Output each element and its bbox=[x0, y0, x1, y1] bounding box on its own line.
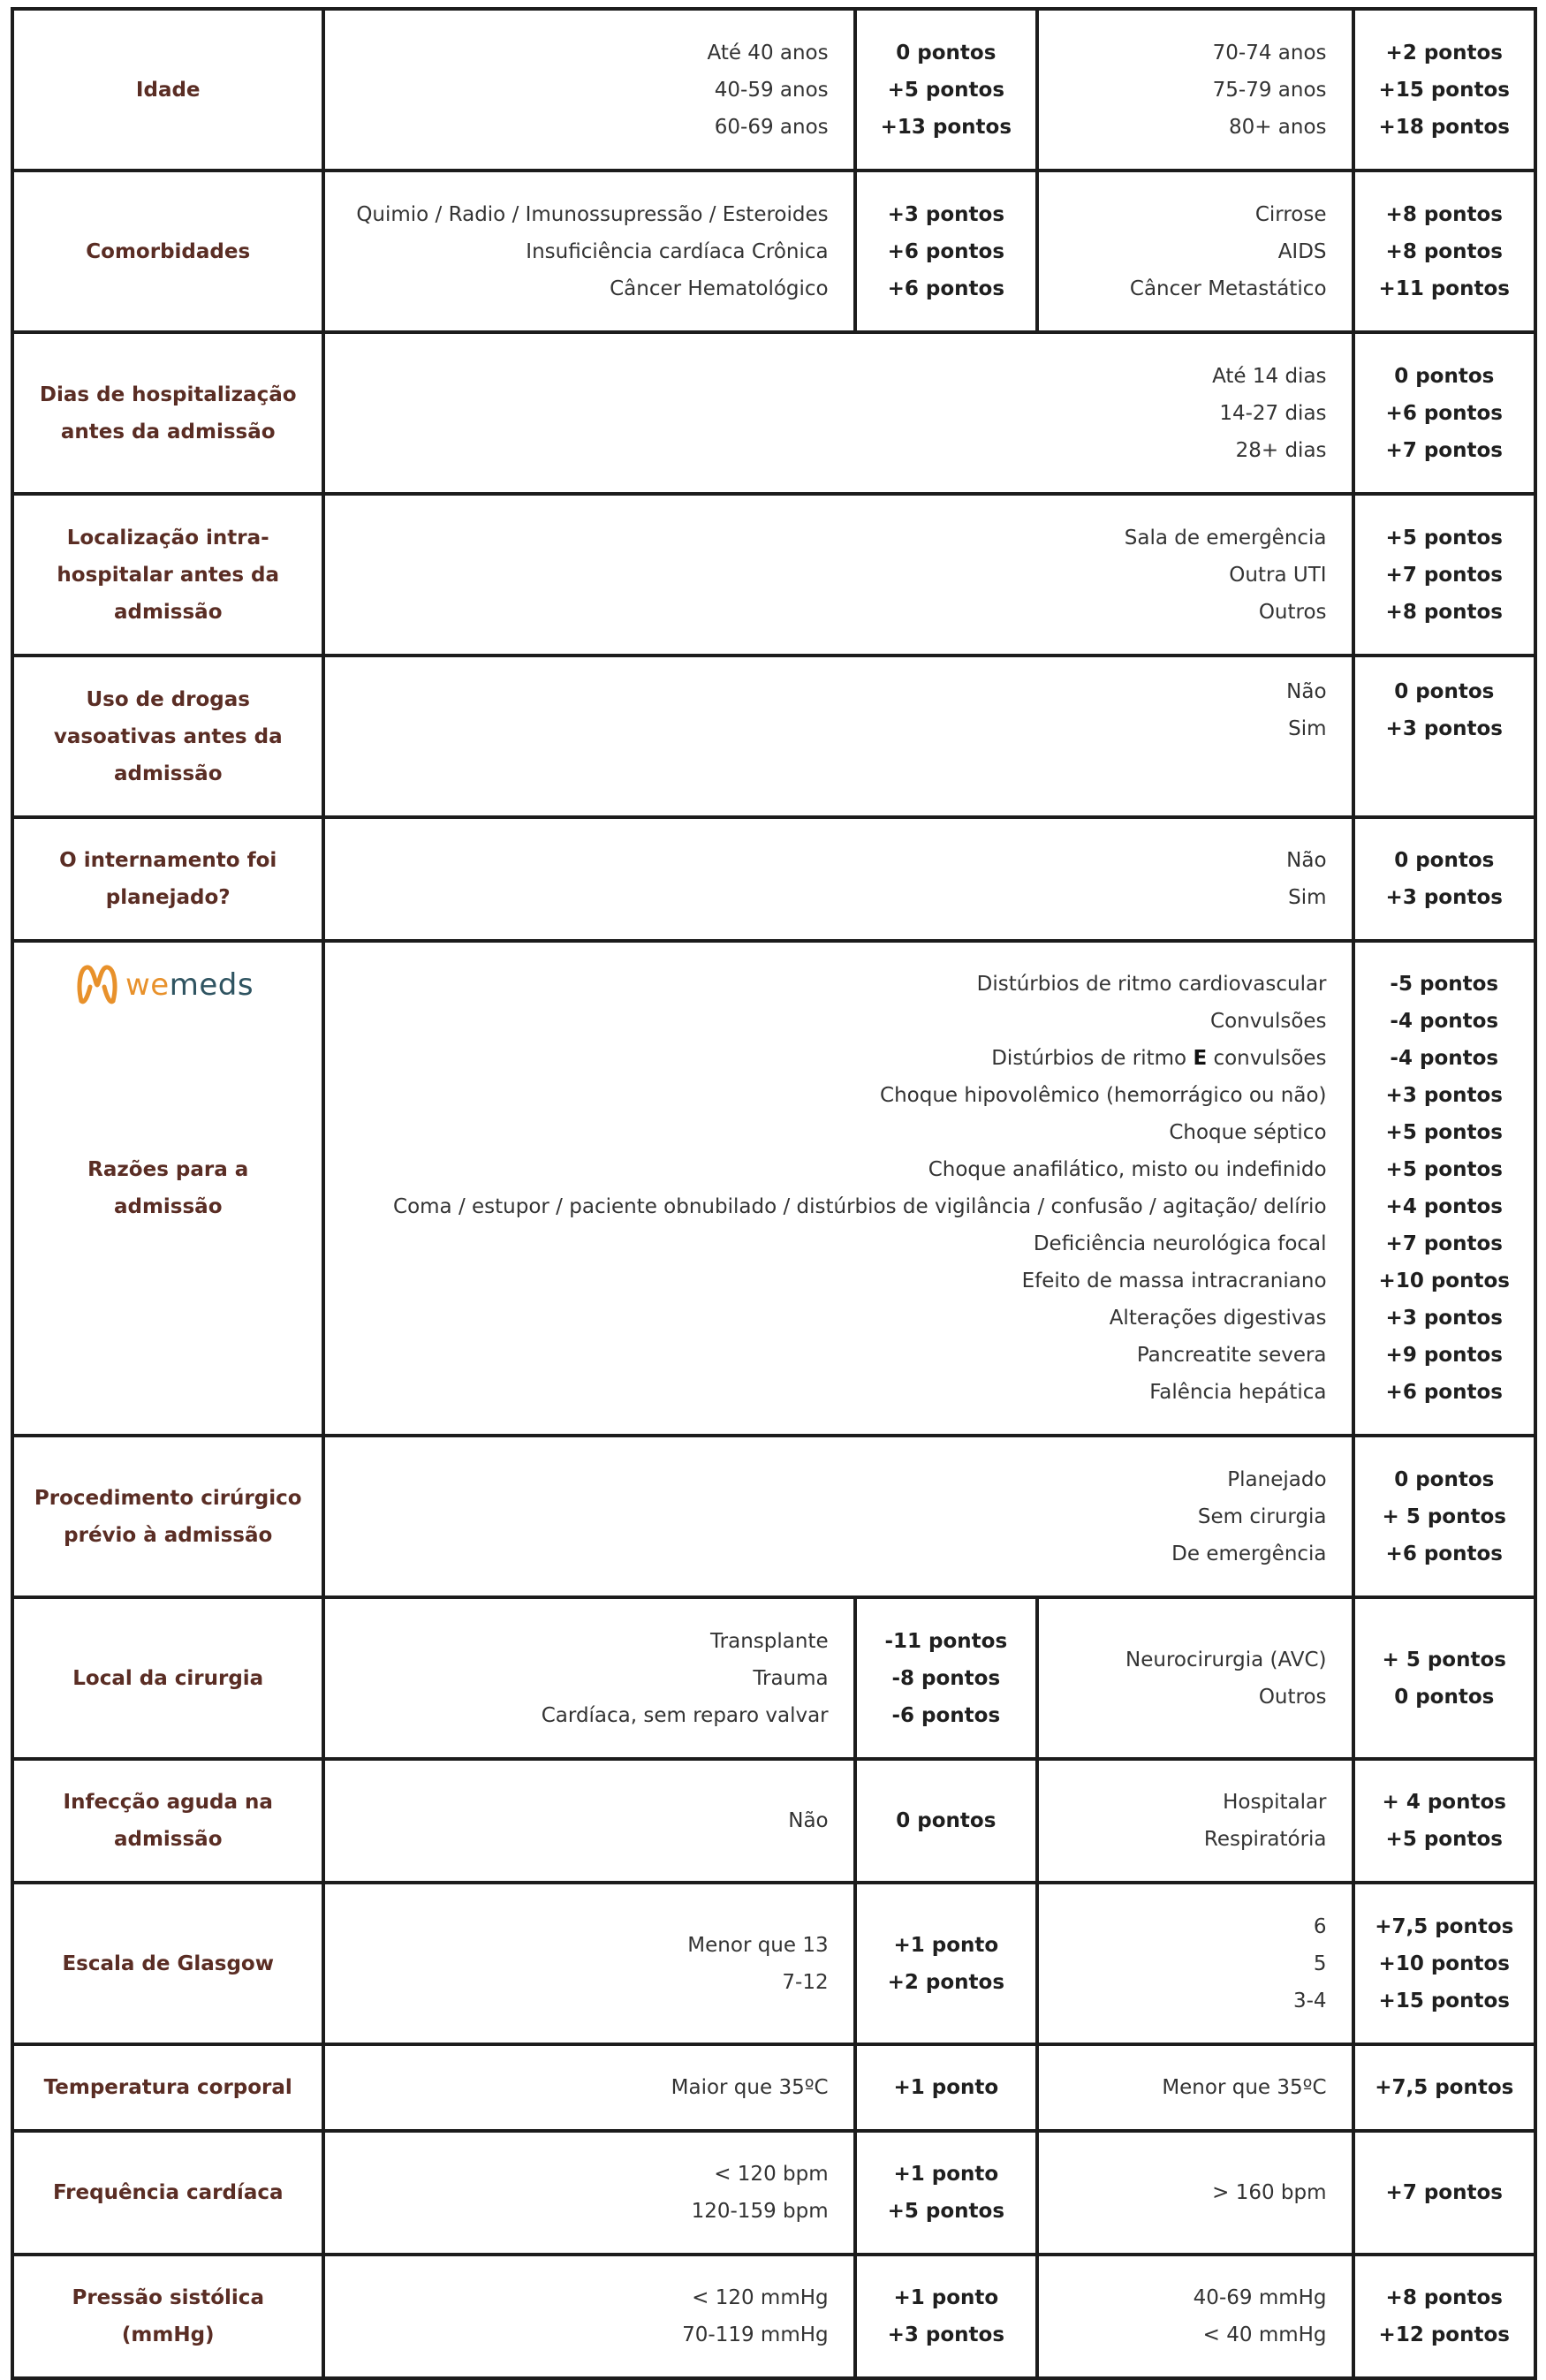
row-frequencia-cardiaca bbox=[12, 2131, 1535, 2255]
points: 0 pontos bbox=[1394, 364, 1495, 388]
option: Não bbox=[788, 1809, 829, 1832]
left-points bbox=[855, 9, 1037, 171]
option: 5 bbox=[1313, 1952, 1327, 1975]
option: 80+ anos bbox=[1228, 115, 1327, 139]
row-label: Temperatura corporal bbox=[12, 2044, 323, 2131]
logo-prefix: we bbox=[125, 967, 170, 1003]
points: +7,5 pontos bbox=[1375, 1914, 1514, 1938]
scoring-table bbox=[11, 7, 1537, 2380]
option: Maior que 35ºC bbox=[671, 2076, 829, 2099]
points: +10 pontos bbox=[1378, 1270, 1510, 1292]
points: +12 pontos bbox=[1378, 2323, 1510, 2346]
row-label: Idade bbox=[12, 9, 323, 171]
points: +7 pontos bbox=[1385, 563, 1503, 587]
points: +5 pontos bbox=[1385, 526, 1503, 550]
option: Choque hipovolêmico (hemorrágico ou não) bbox=[880, 1084, 1327, 1107]
left-options bbox=[323, 1883, 854, 2044]
points-column bbox=[1353, 817, 1535, 941]
row-label: Local da cirurgia bbox=[12, 1597, 323, 1759]
option: Deficiência neurológica focal bbox=[1033, 1232, 1327, 1255]
option: Câncer Metastático bbox=[1129, 277, 1327, 300]
option: Distúrbios de ritmo cardiovascular bbox=[976, 973, 1327, 996]
row-temperatura bbox=[12, 2044, 1535, 2131]
row-label: Escala de Glasgow bbox=[12, 1883, 323, 2044]
right-options bbox=[1037, 2044, 1353, 2131]
option: Cirrose bbox=[1254, 202, 1327, 226]
row-dias-hospitalizacao bbox=[12, 332, 1535, 494]
option: 40-69 mmHg bbox=[1193, 2286, 1327, 2309]
option: Falência hepática bbox=[1149, 1381, 1327, 1404]
points-column bbox=[1353, 941, 1535, 1436]
points: +3 pontos bbox=[887, 2323, 1005, 2346]
option: 60-69 anos bbox=[714, 115, 829, 139]
points: 0 pontos bbox=[1394, 680, 1495, 703]
points-column bbox=[1353, 494, 1535, 656]
points: 0 pontos bbox=[1394, 1467, 1495, 1491]
points: +3 pontos bbox=[1385, 886, 1503, 909]
points: +5 pontos bbox=[1385, 1158, 1503, 1181]
option: Neurocirurgia (AVC) bbox=[1125, 1648, 1327, 1671]
option: Alterações digestivas bbox=[1109, 1307, 1327, 1330]
points: +1 ponto bbox=[893, 2076, 999, 2099]
right-options bbox=[1037, 1759, 1353, 1883]
options bbox=[323, 656, 1353, 817]
row-label: Razões para a admissão bbox=[87, 1158, 249, 1218]
option: Não bbox=[1286, 849, 1327, 872]
row-idade bbox=[12, 9, 1535, 171]
option: Outros bbox=[1258, 600, 1327, 624]
left-points bbox=[855, 2131, 1037, 2255]
row-label: Infecção aguda na admissão bbox=[12, 1759, 323, 1883]
left-options bbox=[323, 9, 854, 171]
option: 6 bbox=[1313, 1914, 1327, 1938]
option: Insuficiência cardíaca Crônica bbox=[526, 239, 829, 263]
points: +2 pontos bbox=[1385, 41, 1503, 64]
option: 70-74 anos bbox=[1212, 41, 1327, 64]
right-points bbox=[1353, 2044, 1535, 2131]
option: 28+ dias bbox=[1235, 438, 1327, 462]
option-bold-part: E bbox=[1193, 1047, 1208, 1070]
option: Pancreatite severa bbox=[1136, 1344, 1327, 1367]
row-label: Procedimento cirúrgico prévio à admissão bbox=[12, 1436, 323, 1597]
points: +5 pontos bbox=[887, 2200, 1005, 2223]
row-pressao-sistolica bbox=[12, 2255, 1535, 2378]
option: Planejado bbox=[1227, 1467, 1327, 1491]
points-column bbox=[1353, 1436, 1535, 1597]
left-points bbox=[855, 1759, 1037, 1883]
option: Choque anafilático, misto ou indefinido bbox=[928, 1158, 1327, 1181]
points: +11 pontos bbox=[1378, 277, 1510, 300]
points: +7 pontos bbox=[1385, 1232, 1503, 1255]
row-label: Localização intra-hospitalar antes da admissão bbox=[12, 494, 323, 656]
points: +9 pontos bbox=[1385, 1344, 1503, 1367]
option: Até 40 anos bbox=[707, 41, 829, 64]
option: Câncer Hematológico bbox=[610, 277, 829, 300]
right-points bbox=[1353, 2131, 1535, 2255]
right-options bbox=[1037, 1597, 1353, 1759]
left-points bbox=[855, 1883, 1037, 2044]
points: +6 pontos bbox=[1385, 1542, 1503, 1565]
points: +3 pontos bbox=[887, 202, 1005, 226]
points: -6 pontos bbox=[891, 1703, 1001, 1727]
option: < 120 mmHg bbox=[692, 2286, 829, 2309]
row-label: Frequência cardíaca bbox=[12, 2131, 323, 2255]
right-points bbox=[1353, 2255, 1535, 2378]
option: 70-119 mmHg bbox=[682, 2323, 829, 2346]
left-options bbox=[323, 171, 854, 332]
points: +1 ponto bbox=[893, 2163, 999, 2186]
points: -8 pontos bbox=[891, 1666, 1001, 1690]
points: +6 pontos bbox=[887, 277, 1005, 300]
option: Sim bbox=[1288, 717, 1327, 740]
points: +7 pontos bbox=[1385, 438, 1503, 462]
points: +8 pontos bbox=[1385, 2286, 1503, 2309]
points: +7 pontos bbox=[1385, 2181, 1503, 2204]
points: +1 ponto bbox=[893, 1933, 999, 1957]
row-label: Comorbidades bbox=[12, 171, 323, 332]
points: +18 pontos bbox=[1378, 115, 1510, 139]
row-label: O internamento foi planejado? bbox=[12, 817, 323, 941]
points: -11 pontos bbox=[884, 1629, 1008, 1653]
options bbox=[323, 1436, 1353, 1597]
right-points bbox=[1353, 1759, 1535, 1883]
option: 14-27 dias bbox=[1219, 401, 1327, 425]
left-points bbox=[855, 2044, 1037, 2131]
option: Quimio / Radio / Imunossupressão / Esteroides bbox=[356, 202, 829, 226]
points: +8 pontos bbox=[1385, 202, 1503, 226]
option: Hospitalar bbox=[1223, 1791, 1327, 1814]
wemeds-logo bbox=[76, 960, 254, 1010]
option: 7-12 bbox=[782, 1970, 829, 1994]
points: -5 pontos bbox=[1390, 973, 1499, 996]
right-options bbox=[1037, 9, 1353, 171]
option: Transplante bbox=[710, 1629, 829, 1653]
points: + 5 pontos bbox=[1382, 1505, 1506, 1528]
option: Outra UTI bbox=[1229, 563, 1327, 587]
logo-suffix: meds bbox=[169, 967, 254, 1003]
left-points bbox=[855, 171, 1037, 332]
option: Sem cirurgia bbox=[1197, 1505, 1327, 1528]
option: Até 14 dias bbox=[1212, 364, 1327, 388]
right-points bbox=[1353, 1597, 1535, 1759]
points: +1 ponto bbox=[893, 2286, 999, 2309]
row-razoes-admissao bbox=[12, 941, 1535, 1436]
left-options bbox=[323, 1759, 854, 1883]
option: Menor que 35ºC bbox=[1162, 2076, 1327, 2099]
option: AIDS bbox=[1277, 239, 1327, 263]
option: Efeito de massa intracraniano bbox=[1021, 1270, 1327, 1292]
points: +3 pontos bbox=[1385, 717, 1503, 740]
points: +8 pontos bbox=[1385, 239, 1503, 263]
points: +4 pontos bbox=[1385, 1195, 1503, 1218]
points: +2 pontos bbox=[887, 1970, 1005, 1994]
option: < 120 bpm bbox=[714, 2163, 829, 2186]
option bbox=[343, 1040, 1326, 1077]
option: 3-4 bbox=[1292, 1989, 1327, 2012]
option: Outros bbox=[1258, 1685, 1327, 1709]
option: Convulsões bbox=[1210, 1010, 1327, 1033]
row-label: Pressão sistólica (mmHg) bbox=[12, 2255, 323, 2378]
option: Coma / estupor / paciente obnubilado / distúrbios de vigilância / confusão / agitação/ delírio bbox=[393, 1195, 1327, 1218]
row-escala-glasgow bbox=[12, 1883, 1535, 2044]
left-points bbox=[855, 1597, 1037, 1759]
row-label-cell bbox=[12, 941, 323, 1436]
points-column bbox=[1353, 332, 1535, 494]
points: -4 pontos bbox=[1390, 1047, 1499, 1070]
options bbox=[323, 332, 1353, 494]
option: Choque séptico bbox=[1169, 1121, 1327, 1144]
options bbox=[323, 817, 1353, 941]
wemeds-logo-text bbox=[125, 966, 254, 1004]
right-points bbox=[1353, 9, 1535, 171]
points: +8 pontos bbox=[1385, 600, 1503, 624]
points-column bbox=[1353, 656, 1535, 817]
points: +3 pontos bbox=[1385, 1307, 1503, 1330]
option-part: convulsões bbox=[1213, 1047, 1327, 1070]
points: 0 pontos bbox=[1394, 1685, 1495, 1709]
options bbox=[323, 494, 1353, 656]
points: +10 pontos bbox=[1378, 1952, 1510, 1975]
points: 0 pontos bbox=[896, 41, 997, 64]
left-options bbox=[323, 1597, 854, 1759]
option: Menor que 13 bbox=[687, 1933, 829, 1957]
points: +15 pontos bbox=[1378, 1989, 1510, 2012]
row-label: Uso de drogas vasoativas antes da admissão bbox=[12, 656, 323, 817]
points: +6 pontos bbox=[887, 239, 1005, 263]
right-options bbox=[1037, 2131, 1353, 2255]
option: De emergência bbox=[1171, 1542, 1327, 1565]
row-local-cirurgia bbox=[12, 1597, 1535, 1759]
option: Respiratória bbox=[1203, 1828, 1327, 1851]
option: Trauma bbox=[753, 1666, 829, 1690]
row-localizacao bbox=[12, 494, 1535, 656]
left-options bbox=[323, 2044, 854, 2131]
options bbox=[323, 941, 1353, 1436]
option: 40-59 anos bbox=[714, 78, 829, 102]
points: +7,5 pontos bbox=[1375, 2076, 1514, 2099]
row-internamento-planejado bbox=[12, 817, 1535, 941]
option: Sim bbox=[1288, 886, 1327, 909]
right-options bbox=[1037, 2255, 1353, 2378]
option: Cardíaca, sem reparo valvar bbox=[541, 1703, 829, 1727]
option: > 160 bpm bbox=[1212, 2181, 1327, 2204]
left-points bbox=[855, 2255, 1037, 2378]
row-label: Dias de hospitalização antes da admissão bbox=[12, 332, 323, 494]
points: -4 pontos bbox=[1390, 1010, 1499, 1033]
left-options bbox=[323, 2255, 854, 2378]
option: Sala de emergência bbox=[1124, 526, 1327, 550]
points: +13 pontos bbox=[880, 115, 1012, 139]
points: 0 pontos bbox=[1394, 849, 1495, 872]
right-points bbox=[1353, 1883, 1535, 2044]
row-drogas-vasoativas bbox=[12, 656, 1535, 817]
row-infeccao-aguda bbox=[12, 1759, 1535, 1883]
right-options bbox=[1037, 1883, 1353, 2044]
points: +3 pontos bbox=[1385, 1084, 1503, 1107]
points: + 4 pontos bbox=[1382, 1791, 1506, 1814]
row-comorbidades bbox=[12, 171, 1535, 332]
points: +5 pontos bbox=[887, 78, 1005, 102]
points: +15 pontos bbox=[1378, 78, 1510, 102]
option: < 40 mmHg bbox=[1202, 2323, 1327, 2346]
wemeds-logo-mark-icon bbox=[76, 960, 118, 1010]
right-options bbox=[1037, 171, 1353, 332]
points: +6 pontos bbox=[1385, 1381, 1503, 1404]
points: +5 pontos bbox=[1385, 1121, 1503, 1144]
points: +6 pontos bbox=[1385, 401, 1503, 425]
option: 120-159 bpm bbox=[691, 2200, 829, 2223]
right-points bbox=[1353, 171, 1535, 332]
points: + 5 pontos bbox=[1382, 1648, 1506, 1671]
points: 0 pontos bbox=[896, 1809, 997, 1832]
option-part: Distúrbios de ritmo bbox=[991, 1047, 1187, 1070]
option: Não bbox=[1286, 680, 1327, 703]
option: 75-79 anos bbox=[1212, 78, 1327, 102]
row-procedimento-cirurgico bbox=[12, 1436, 1535, 1597]
points: +5 pontos bbox=[1385, 1828, 1503, 1851]
left-options bbox=[323, 2131, 854, 2255]
